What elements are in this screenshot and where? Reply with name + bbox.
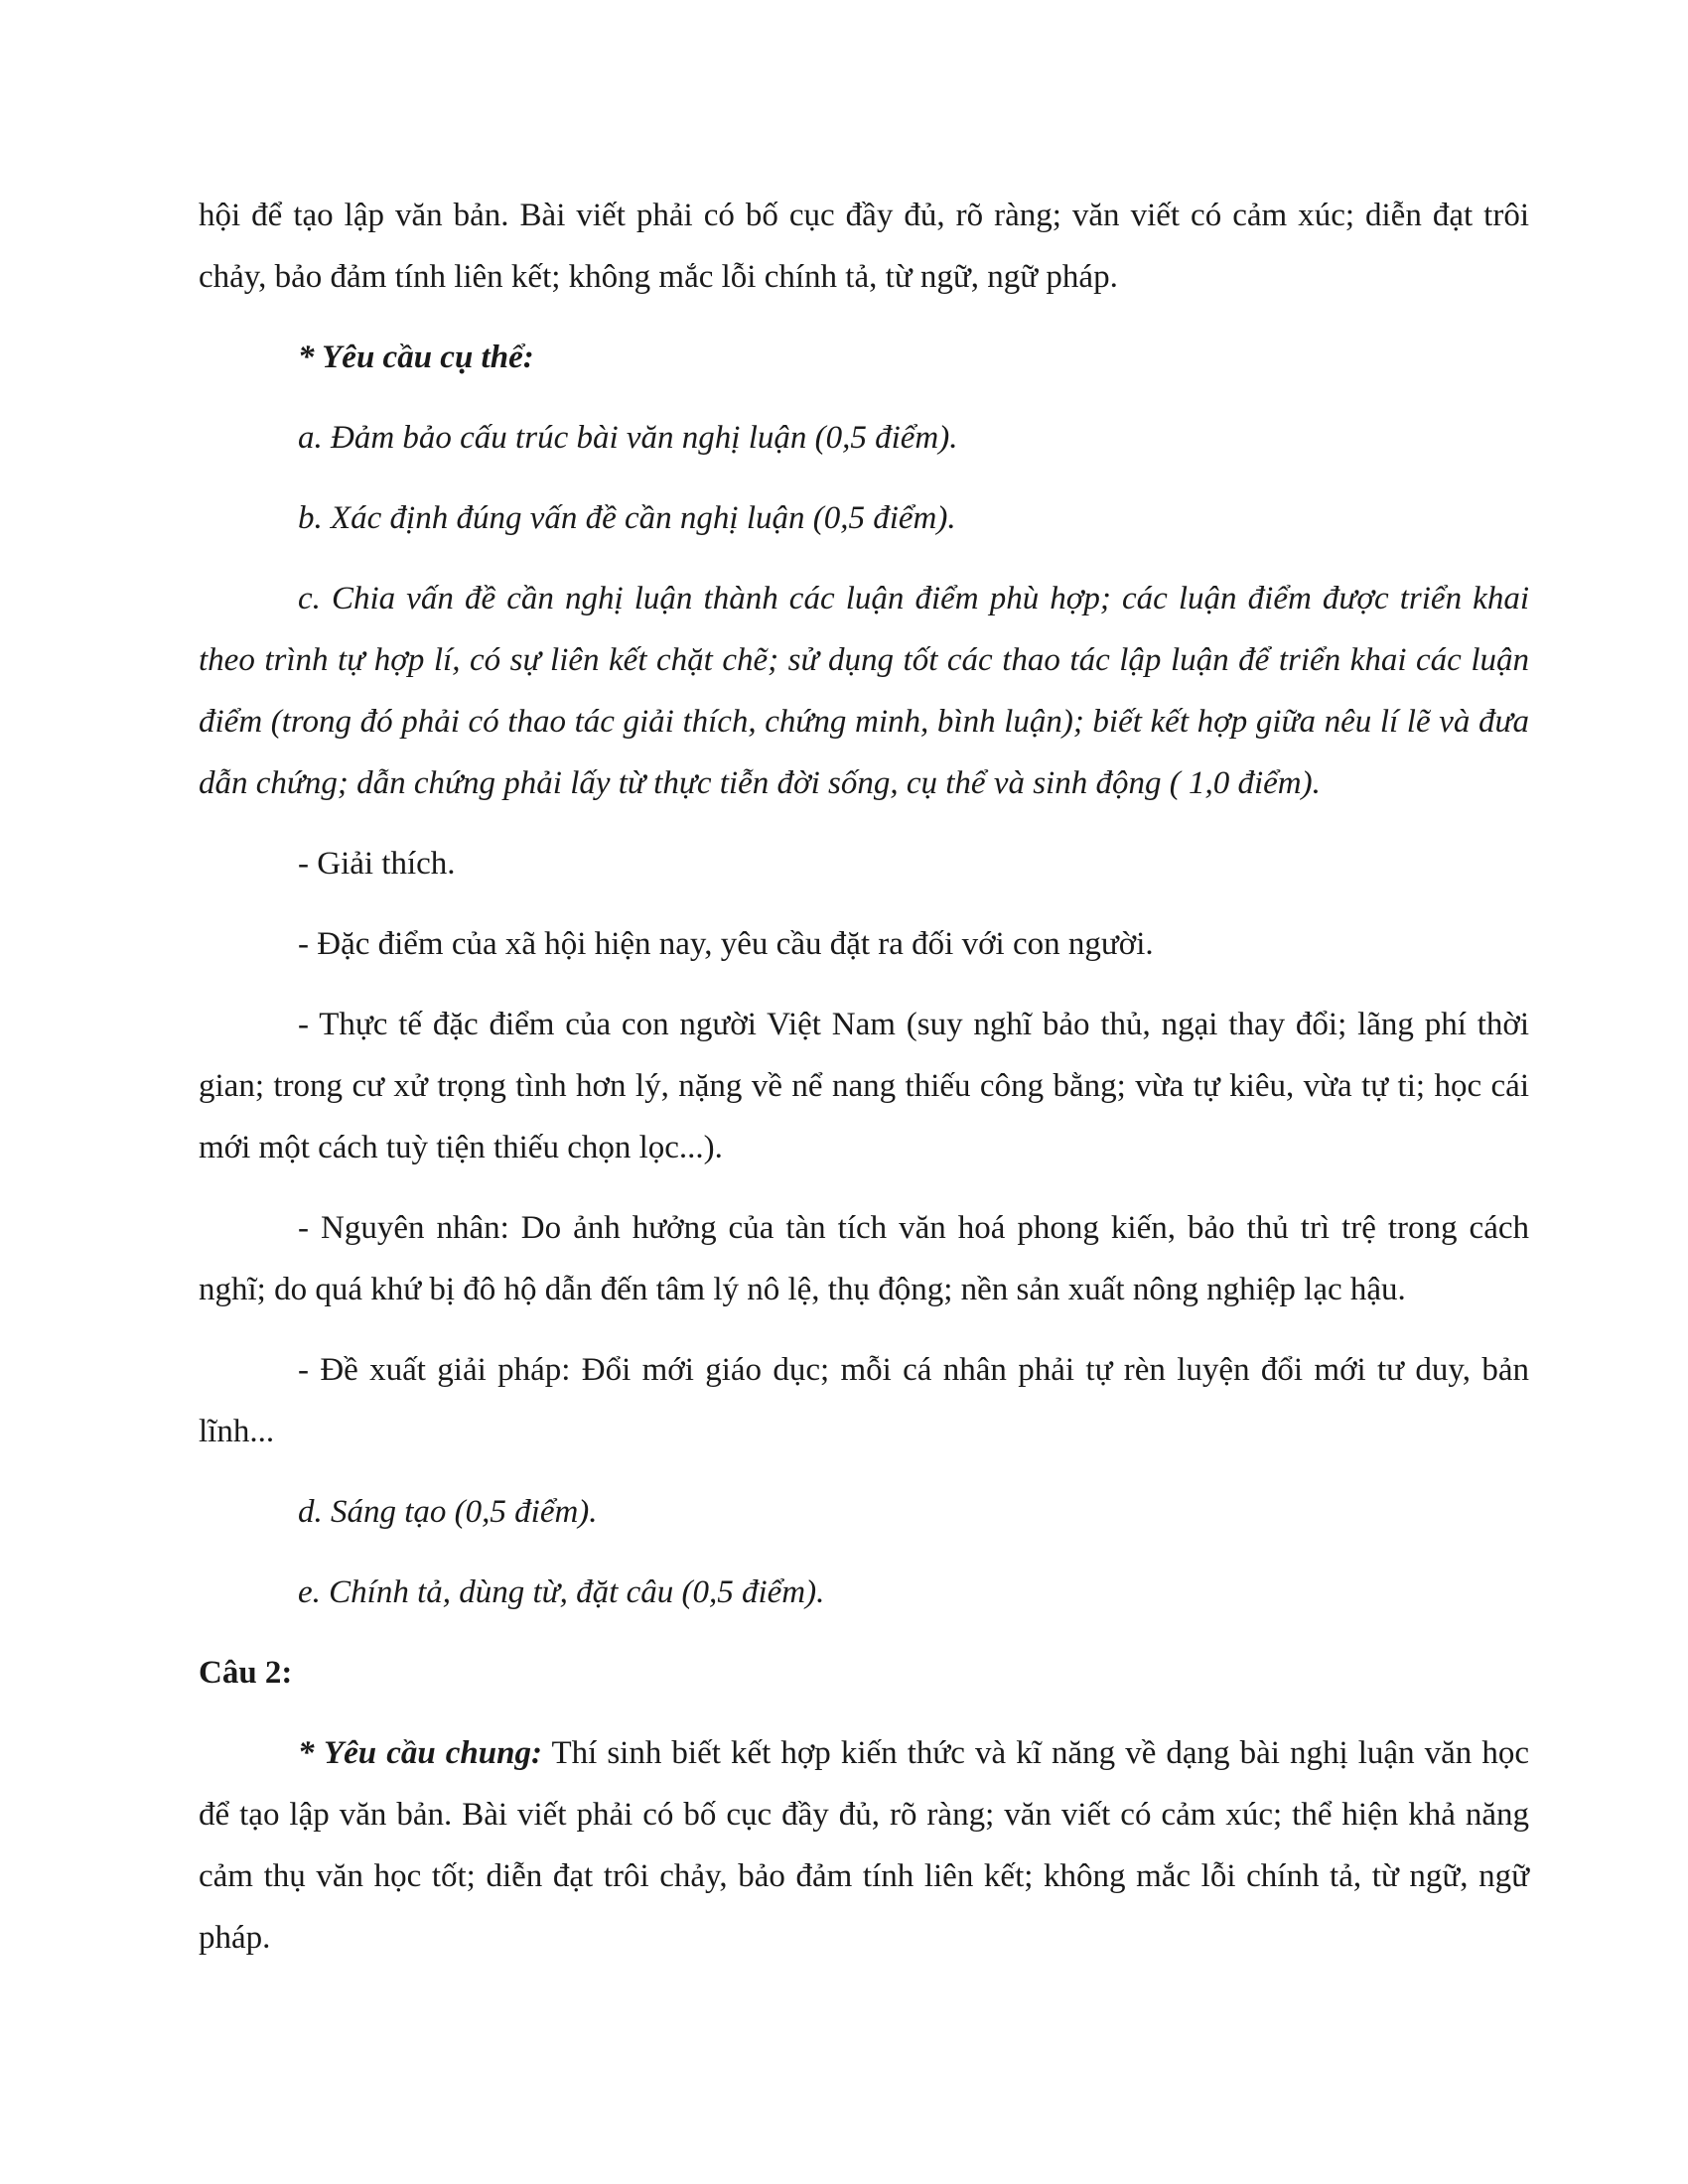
question-2-heading: Câu 2:	[199, 1655, 293, 1691]
requirement-b: b. Xác định đúng vấn đề cần nghị luận (0,5 điểm).	[298, 500, 956, 536]
requirement-a: a. Đảm bảo cấu trúc bài văn nghị luận (0,5 điểm).	[298, 420, 958, 456]
requirement-e: e. Chính tả, dùng từ, đặt câu (0,5 điểm).	[298, 1574, 825, 1610]
bullet-vietnamese-traits: - Thực tế đặc điểm của con người Việt Nam (suy nghĩ bảo thủ, ngại thay đổi; lãng phí thời gian; trong cư xử trọng tình hơn lý, nặng về nể nang thiếu công bằng; vừa tự kiêu, vừa tự ti; học cái mới một cách tuỳ tiện thiếu chọn lọc...).	[199, 1007, 1529, 1165]
document-page	[199, 185, 1529, 1969]
bullet-solutions: - Đề xuất giải pháp: Đổi mới giáo dục; mỗi cá nhân phải tự rèn luyện đổi mới tư duy, bản lĩnh...	[199, 1352, 1529, 1449]
bullet-society-features: - Đặc điểm của xã hội hiện nay, yêu cầu đặt ra đối với con người.	[298, 926, 1154, 962]
general-requirements-text: Thí sinh biết kết hợp kiến thức và kĩ năng về dạng bài nghị luận văn học để tạo lập văn bản. Bài viết phải có bố cục đầy đủ, rõ ràng; văn viết có cảm xúc; thể hiện khả năng cảm thụ văn học tốt; diễn đạt trôi chảy, bảo đảm tính liên kết; không mắc lỗi chính tả, từ ngữ, ngữ pháp.	[199, 1735, 1529, 1956]
general-requirements-paragraph	[199, 1722, 1529, 1969]
bullet-explanation: - Giải thích.	[298, 846, 456, 882]
specific-requirements-heading: * Yêu cầu cụ thể:	[298, 340, 534, 375]
intro-continuation: hội để tạo lập văn bản. Bài viết phải có bố cục đầy đủ, rõ ràng; văn viết có cảm xúc; diễn đạt trôi chảy, bảo đảm tính liên kết; không mắc lỗi chính tả, từ ngữ, ngữ pháp.	[199, 198, 1529, 295]
requirement-c: c. Chia vấn đề cần nghị luận thành các luận điểm phù hợp; các luận điểm được triển khai theo trình tự hợp lí, có sự liên kết chặt chẽ; sử dụng tốt các thao tác lập luận để triển khai các luận điểm (trong đó phải có thao tác giải thích, chứng minh, bình luận); biết kết hợp giữa nêu lí lẽ và đưa dẫn chứng; dẫn chứng phải lấy từ thực tiễn đời sống, cụ thể và sinh động ( 1,0 điểm).	[199, 581, 1529, 801]
general-requirements-label: * Yêu cầu chung:	[298, 1735, 542, 1771]
requirement-d: d. Sáng tạo (0,5 điểm).	[298, 1494, 598, 1530]
bullet-causes: - Nguyên nhân: Do ảnh hưởng của tàn tích văn hoá phong kiến, bảo thủ trì trệ trong cách nghĩ; do quá khứ bị đô hộ dẫn đến tâm lý nô lệ, thụ động; nền sản xuất nông nghiệp lạc hậu.	[199, 1210, 1529, 1307]
